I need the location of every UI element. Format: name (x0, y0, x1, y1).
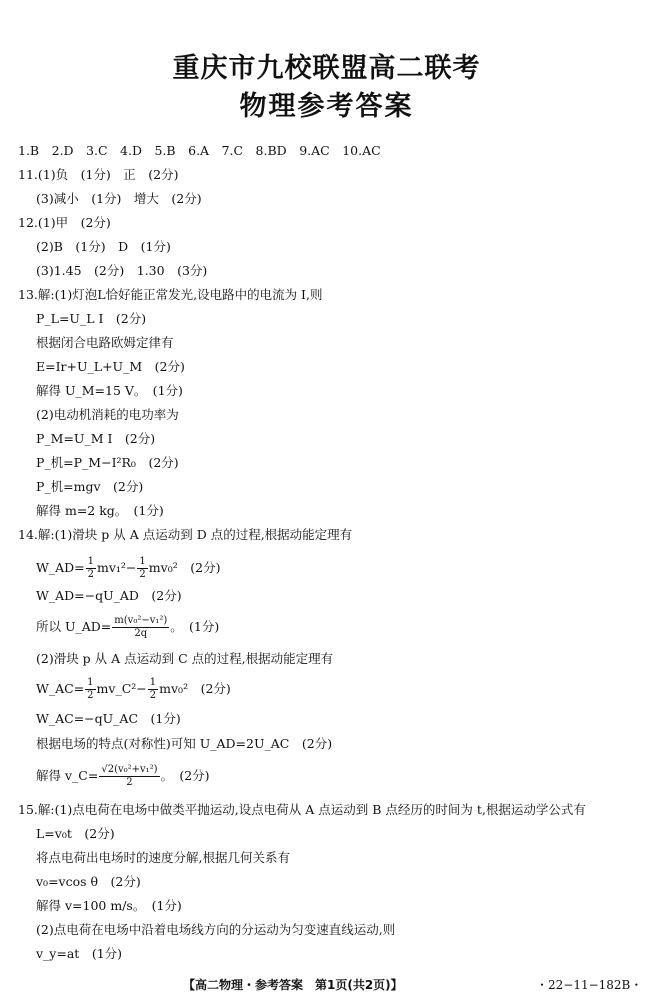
q14-line1: 14.解:(1)滑块 p 从 A 点运动到 D 点的过程,根据动能定理有 (18, 527, 353, 542)
q14-uad-eq (36, 614, 219, 640)
q13-line2: P_L=U_L I (2分) (36, 311, 147, 326)
q14-wac-eq (36, 676, 231, 702)
q15-line2: L=v₀t (2分) (36, 826, 115, 841)
q14-line5: (2)滑块 p 从 A 点运动到 C 点的过程,根据动能定理有 (36, 651, 334, 666)
q13-line1: 13.解:(1)灯泡L恰好能正常发光,设电路中的电流为 I,则 (18, 287, 323, 302)
q14-uad-left: 所以 U_AD= (36, 619, 112, 634)
q14-vc-eq (36, 762, 210, 790)
q15-line4: v₀=vcos θ (2分) (36, 874, 141, 889)
fraction-uad: $\frac{\text{m(v₀²−v₁²)}}{2q}$ (114, 615, 168, 639)
footer-code: ・22−11−182B・ (536, 978, 643, 992)
q15-line5: 解得 v=100 m/s。 (1分) (36, 898, 182, 913)
q14-line3: W_AD=−qU_AD (2分) (36, 588, 182, 603)
q14-line8: 根据电场的特点(对称性)可知 U_AD=2U_AC (2分) (36, 736, 333, 751)
fraction-half: $\frac{1}{2}$ (139, 556, 146, 580)
q14-line7: W_AC=−qU_AC (1分) (36, 711, 181, 726)
q15-line7: v_y=at (1分) (36, 946, 123, 961)
q14-vc-left: 解得 v_C= (36, 768, 99, 783)
q15-line1: 15.解:(1)点电荷在电场中做类平抛运动,设点电荷从 A 点运动到 B 点经历的时间为 t,根据运动学公式有 (18, 802, 586, 817)
page-title-line2: 物理参考答案 (239, 91, 414, 122)
q14-wac-left: W_AC= (36, 681, 85, 696)
fraction-vc: $\frac{\text{√2(v₀²+v₁²)}}{2}$ (101, 764, 158, 788)
q12-line2: (2)B (1分) D (1分) (36, 239, 171, 254)
q14-eq-right: mv₀² (2分) (148, 560, 221, 575)
q12-line1: 12.(1)甲 (2分) (18, 215, 111, 230)
page-title-line1: 重庆市九校联盟高二联考 (172, 53, 481, 84)
q13-line10: 解得 m=2 kg。 (1分) (36, 503, 164, 518)
q13-line6: (2)电动机消耗的电功率为 (36, 407, 179, 422)
q15-line6: (2)点电荷在电场中沿着电场线方向的分运动为匀变速直线运动,则 (36, 922, 396, 937)
q15-line3: 将点电荷出电场时的速度分解,根据几何关系有 (36, 850, 290, 865)
q13-line9: P_机=mgv (2分) (36, 479, 144, 494)
q14-wac-right: mv₀² (2分) (159, 681, 231, 696)
fraction-half: $\frac{1}{2}$ (87, 556, 94, 580)
q14-uad-right: 。 (1分) (170, 619, 220, 634)
q14-work-energy-eq (36, 555, 220, 581)
q14-vc-right: 。 (2分) (160, 768, 210, 783)
q11-line1: 11.(1)负 (1分) 正 (2分) (18, 167, 179, 182)
q11-line2: (3)减小 (1分) 增大 (2分) (36, 191, 202, 206)
q13-line5: 解得 U_M=15 V。 (1分) (36, 383, 183, 398)
q13-line8: P_机=P_M−I²R₀ (2分) (36, 455, 179, 470)
q14-eq-mid: mv₁²− (97, 560, 137, 575)
q14-eq-left: W_AD= (36, 560, 85, 575)
q13-line3: 根据闭合电路欧姆定律有 (36, 335, 174, 350)
choice-answers: 1.B 2.D 3.C 4.D 5.B 6.A 7.C 8.BD 9.AC 10.AC (18, 143, 381, 158)
q12-line3: (3)1.45 (2分) 1.30 (3分) (36, 263, 208, 278)
footer-page-info: 【高二物理・参考答案 第1页(共2页)】 (183, 978, 403, 992)
q13-line7: P_M=U_M I (2分) (36, 431, 156, 446)
fraction-half: $\frac{1}{2}$ (87, 677, 94, 701)
fraction-half: $\frac{1}{2}$ (149, 677, 157, 701)
q14-wac-mid: mv_C²− (96, 681, 147, 696)
q13-line4: E=Ir+U_L+U_M (2分) (36, 359, 185, 374)
